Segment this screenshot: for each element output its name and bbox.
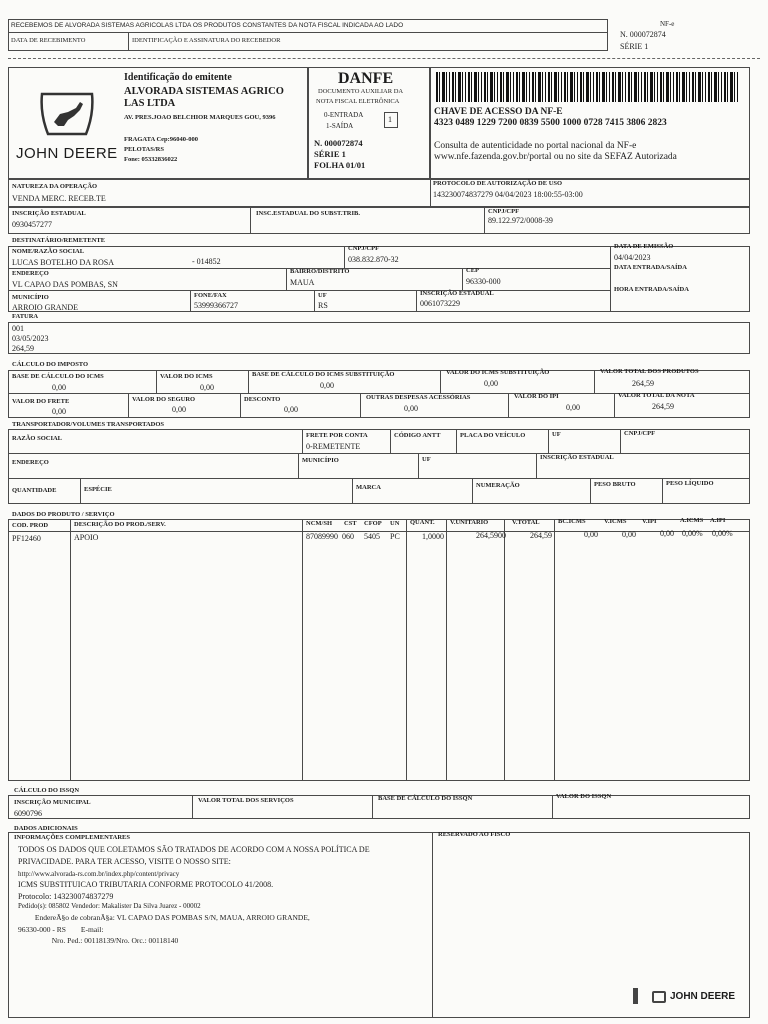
dest-bairro-label: BAIRRO/DISTRITO: [290, 268, 350, 275]
total-nota-value: 264,59: [652, 402, 674, 411]
canhoto-statement: RECEBEMOS DE ALVORADA SISTEMAS AGRICOLAS LTDA OS PRODUTOS CONSTANTES DA NOTA FISCAL INDICADA AO LADO: [11, 22, 404, 29]
fatura-label: FATURA: [12, 313, 39, 320]
transp-quantidade-label: QUANTIDADE: [12, 487, 57, 494]
dest-fone-value: 53999366727: [194, 301, 238, 310]
canhoto-nfe-label: NF-e: [660, 20, 675, 28]
transp-uf-label: UF: [552, 431, 561, 438]
total-produtos-value: 264,59: [632, 379, 654, 388]
emitente-phone: Fone: 05332836022: [124, 156, 178, 163]
dest-municipio-label: MUNICÍPIO: [12, 294, 49, 301]
deer-logo-icon: [38, 90, 96, 138]
dest-emissao-label: DATA DE EMISSÃO: [614, 243, 674, 250]
transp-frete-value: 0-REMETENTE: [306, 442, 361, 451]
info-line: TODOS OS DADOS QUE COLETAMOS SÃO TRATADOS DE ACORDO COM A NOSSA POLÍTICA DE: [18, 845, 370, 854]
footer-bar-mark: [633, 988, 638, 1004]
natureza-label: NATUREZA DA OPERAÇÃO: [12, 183, 98, 190]
base-icms-label: BASE DE CÁLCULO DO ICMS: [12, 373, 104, 380]
chave-consulta1: Consulta de autenticidade no portal nacional da NF-e: [434, 141, 637, 151]
total-nota-label: VALOR TOTAL DA NOTA: [618, 392, 695, 399]
col-header-ncm: NCM/SH: [306, 520, 332, 527]
danfe-serie: SÉRIE 1: [314, 149, 346, 159]
row-cfop: 5405: [364, 532, 380, 541]
dest-nome-label: NOME/RAZÃO SOCIAL: [12, 248, 85, 255]
protocolo-value: 143230074837279 04/04/2023 18:00:55-03:00: [433, 190, 583, 199]
dest-cep-value: 96330-000: [466, 277, 501, 286]
emitente-cnpj-value: 89.122.972/0008-39: [488, 216, 553, 225]
col-header-vtotal: V.TOTAL: [512, 519, 540, 526]
transp-uf2-label: UF: [422, 456, 431, 463]
transp-peso-bruto-label: PESO BRUTO: [594, 481, 636, 488]
canhoto-signature-label: IDENTIFICAÇÃO E ASSINATURA DO RECEBEDOR: [132, 37, 281, 44]
seguro-label: VALOR DO SEGURO: [132, 396, 196, 403]
emitente-logo-text: JOHN DEERE: [16, 145, 118, 162]
fatura-date: 03/05/2023: [12, 334, 49, 343]
ipi-value: 0,00: [566, 403, 580, 412]
dest-uf-label: UF: [318, 292, 327, 299]
canhoto-serie: SÉRIE 1: [620, 42, 649, 51]
desconto-value: 0,00: [284, 405, 298, 414]
transp-marca-label: MARCA: [356, 484, 381, 491]
chave-label: CHAVE DE ACESSO DA NF-E: [434, 107, 563, 117]
dest-endereco-label: ENDEREÇO: [12, 270, 49, 277]
canhoto-number: N. 000072874: [620, 30, 666, 39]
row-cst: 060: [342, 532, 354, 541]
frete-label: VALOR DO FRETE: [12, 398, 70, 405]
valor-st-value: 0,00: [484, 379, 498, 388]
info-line: 96330-000 - RS E-mail:: [18, 925, 104, 934]
fatura-num: 001: [12, 324, 24, 333]
inscricao-box: [8, 207, 750, 234]
emitente-heading: Identificação do emitente: [124, 72, 232, 83]
fatura-value: 264,59: [12, 344, 34, 353]
danfe-folha: FOLHA 01/01: [314, 160, 366, 170]
row-vipi: 0,00: [660, 529, 674, 538]
col-header-aipi: A.IPI: [710, 517, 726, 524]
dest-ie-value: 0061073229: [420, 299, 460, 308]
valor-icms-value: 0,00: [200, 383, 214, 392]
row-aicms: 0,00%: [682, 529, 703, 538]
info-line: Nro. Ped.: 00118139/Nro. Orc.: 00118140: [18, 936, 179, 945]
adicionais-section: DADOS ADICIONAIS: [14, 825, 78, 832]
row-desc: APOIO: [74, 533, 99, 542]
col-header-aicms: A.ICMS: [680, 517, 704, 524]
issqn-servicos-label: VALOR TOTAL DOS SERVIÇOS: [198, 797, 294, 804]
dest-uf-value: RS: [318, 301, 328, 310]
col-header-cst: CST: [344, 520, 357, 527]
produtos-table: [8, 519, 750, 781]
emitente-cnpj-label: CNPJ/CPF: [488, 208, 520, 215]
footer-mark: [652, 991, 666, 1003]
emitente-city-uf: PELOTAS/RS: [124, 146, 164, 153]
danfe-entrada: 0-ENTRADA: [324, 111, 364, 119]
outras-value: 0,00: [404, 404, 418, 413]
footer-logo-text: JOHN DEERE: [670, 991, 736, 1002]
dest-emissao-value: 04/04/2023: [614, 253, 651, 262]
barcode: [436, 72, 738, 102]
natureza-box: [8, 179, 750, 207]
transp-peso-liquido-label: PESO LÍQUIDO: [666, 480, 714, 487]
danfe-title: DANFE: [338, 70, 394, 87]
emitente-city-cep: FRAGATA Cep:96040-000: [124, 136, 198, 143]
transp-municipio-label: MUNICÍPIO: [302, 457, 339, 464]
dest-nome-value: LUCAS BOTELHO DA ROSA: [12, 258, 115, 267]
row-quant: 1,0000: [422, 532, 444, 541]
row-bcicms: 0,00: [584, 530, 598, 539]
fatura-box: [8, 322, 750, 354]
valor-icms-label: VALOR DO ICMS: [160, 373, 213, 380]
dest-ie-label: INSCRIÇÃO ESTADUAL: [420, 290, 494, 297]
ipi-label: VALOR DO IPI: [514, 393, 559, 400]
emitente-name-line2: LAS LTDA: [124, 98, 176, 109]
info-line: Protocolo: 143230074837279: [18, 892, 114, 901]
transportador-section: TRANSPORTADOR/VOLUMES TRANSPORTADOS: [12, 421, 165, 428]
dest-cnpj-label: CNPJ/CPF: [348, 245, 380, 252]
col-header-un: UN: [390, 520, 400, 527]
transp-ie-label: INSCRIÇÃO ESTADUAL: [540, 454, 614, 461]
dest-municipio-value: ARROIO GRANDE: [12, 303, 78, 312]
ie-value: 0930457277: [12, 220, 52, 229]
ie-label: INSCRIÇÃO ESTADUAL: [12, 210, 86, 217]
row-ncm: 87089990: [306, 532, 338, 541]
row-un: PC: [390, 532, 400, 541]
row-vunit: 264,5900: [476, 531, 506, 540]
col-header-bcicms: BC.ICMS: [558, 518, 586, 525]
natureza-value: VENDA MERC. RECEB.TE: [12, 194, 106, 203]
danfe-tipo: 1: [388, 115, 392, 124]
info-line: ICMS SUBSTITUICAO TRIBUTARIA CONFORME PROTOCOLO 41/2008.: [18, 880, 274, 889]
dest-entrada-label: DATA ENTRADA/SAÍDA: [614, 264, 687, 271]
dest-cnpj-value: 038.832.870-32: [348, 255, 399, 264]
info-line: PRIVACIDADE. PARA TER ACESSO, VISITE O NOSSO SITE:: [18, 857, 231, 866]
danfe-subtitle1: DOCUMENTO AUXILIAR DA: [318, 88, 404, 95]
dest-endereco-value: VL CAPAO DAS POMBAS, SN: [12, 280, 118, 289]
row-aipi: 0,00%: [712, 529, 733, 538]
col-header-vicms: V.ICMS: [604, 518, 627, 525]
total-produtos-label: VALOR TOTAL DOS PRODUTOS: [600, 368, 699, 375]
dest-code-value: - 014852: [192, 257, 221, 266]
issqn-im-label: INSCRIÇÃO MUNICIPAL: [14, 799, 91, 806]
emitente-address: AV. PRES.JOAO BELCHIOR MARQUES GOU, 9396: [124, 114, 276, 121]
dest-bairro-value: MAUA: [290, 278, 315, 287]
col-header-desc: DESCRIÇÃO DO PROD./SERV.: [74, 521, 166, 528]
base-icms-value: 0,00: [52, 383, 66, 392]
transportador-box: [8, 429, 750, 504]
transp-especie-label: ESPÉCIE: [84, 486, 112, 493]
base-st-label: BASE DE CÁLCULO DO ICMS SUBSTITUIÇÃO: [252, 371, 395, 378]
destinatario-section: DESTINATÁRIO/REMETENTE: [12, 237, 106, 244]
issqn-im-value: 6090796: [14, 809, 42, 818]
issqn-section: CÁLCULO DO ISSQN: [14, 787, 80, 794]
dest-hora-label: HORA ENTRADA/SAÍDA: [614, 286, 689, 293]
transp-numeracao-label: NUMERAÇÃO: [476, 482, 520, 489]
danfe-subtitle2: NOTA FISCAL ELETRÔNICA: [316, 98, 400, 105]
desconto-label: DESCONTO: [244, 396, 281, 403]
transp-antt-label: CÓDIGO ANTT: [394, 432, 441, 439]
imposto-section: CÁLCULO DO IMPOSTO: [12, 361, 89, 368]
dest-fone-label: FONE/FAX: [194, 292, 227, 299]
row-cod: PF12460: [12, 534, 41, 543]
transp-cnpj-label: CNPJ/CPF: [624, 430, 656, 437]
transp-frete-label: FRETE POR CONTA: [306, 432, 368, 439]
info-complementares-label: INFORMAÇÕES COMPLEMENTARES: [14, 834, 130, 841]
row-vicms: 0,00: [622, 530, 636, 539]
transp-razao-label: RAZÃO SOCIAL: [12, 435, 63, 442]
issqn-valor-label: VALOR DO ISSQN: [556, 793, 612, 800]
issqn-base-label: BASE DE CÁLCULO DO ISSQN: [378, 795, 473, 802]
col-header-quant: QUANT.: [410, 519, 435, 526]
info-line: EndereÃ§o de cobranÃ§a: VL CAPAO DAS POMBAS S/N, MAUA, ARROIO GRANDE,: [18, 913, 310, 922]
row-vtotal: 264,59: [530, 531, 552, 540]
dest-cep-label: CEP: [466, 267, 479, 274]
col-header-cod: COD. PROD: [12, 522, 49, 529]
danfe-number: N. 000072874: [314, 138, 363, 148]
reservado-fisco-label: RESERVADO AO FISCO: [438, 831, 511, 838]
produtos-section: DADOS DO PRODUTO / SERVIÇO: [12, 511, 115, 518]
col-header-vunit: V.UNITARIO: [450, 519, 489, 526]
chave-value: 4323 0489 1229 7200 0839 5500 1000 0728 7415 3806 2823: [434, 118, 667, 128]
protocolo-label: PROTOCOLO DE AUTORIZAÇÃO DE USO: [433, 180, 563, 187]
col-header-vipi: V.IPI: [642, 518, 657, 525]
info-line: http://www.alvorada-rs.com.br/index.php/content/privacy: [18, 870, 180, 878]
transp-endereco-label: ENDEREÇO: [12, 459, 49, 466]
transp-placa-label: PLACA DO VEÍCULO: [460, 432, 526, 439]
danfe-saida: 1-SAÍDA: [326, 122, 354, 130]
canhoto-date-label: DATA DE RECEBIMENTO: [11, 37, 86, 44]
emitente-name-line1: ALVORADA SISTEMAS AGRICO: [124, 86, 284, 97]
outras-label: OUTRAS DESPESAS ACESSÓRIAS: [366, 394, 471, 401]
chave-consulta2: www.nfe.fazenda.gov.br/portal ou no site da SEFAZ Autorizada: [434, 152, 677, 162]
valor-st-label: VALOR DO ICMS SUBSTITUIÇÃO: [446, 369, 550, 376]
base-st-value: 0,00: [320, 381, 334, 390]
frete-value: 0,00: [52, 407, 66, 416]
ie-st-label: INSC.ESTADUAL DO SUBST.TRIB.: [256, 210, 360, 217]
info-line: Pedido(s): 085802 Vendedor: Makalister Da Silva Juarez - 00002: [18, 902, 201, 910]
col-header-cfop: CFOP: [364, 520, 382, 527]
seguro-value: 0,00: [172, 405, 186, 414]
